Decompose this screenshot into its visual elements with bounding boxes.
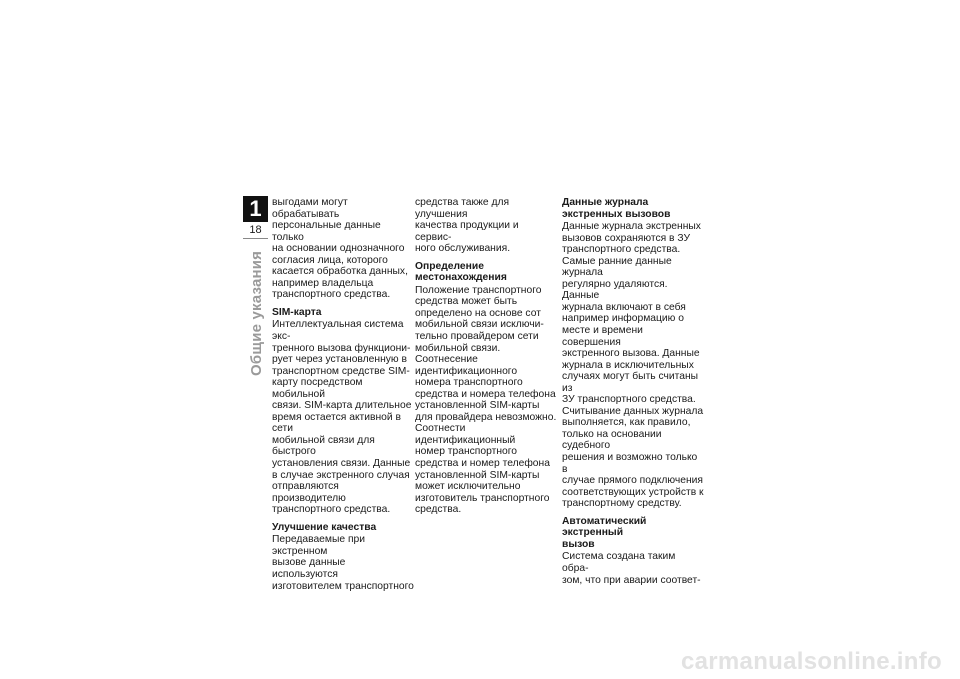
paragraph-processing: выгодами могут обрабатывать персональные данные только на основании однозначного согласия лица, которого касается обработка данных, например владельца транспортного средства. bbox=[272, 197, 408, 301]
paragraph-call-log: Данные журнала экстренных вызовов сохраняются в ЗУ транспортного средства. Самые ранние данные журнала регулярно удаляются. Данные журнала включают в себя например информацию о месте и времени совершения экстренного вызова. Данные журнала в исключительных случаях могут быть считаны из ЗУ транспортного средства. Считывание данных журнала выполняется, как правило, только на основании судебного решения и возможно только в случае прямого подключения соответствующих устройств к транспортному средству. bbox=[562, 221, 704, 510]
section-title-vertical: Общие указания bbox=[248, 250, 265, 376]
text-column-2 bbox=[415, 197, 557, 516]
text-column-3 bbox=[562, 197, 704, 586]
heading-quality: Улучшение качества bbox=[272, 521, 377, 533]
heading-call-log: Данные журнала экстренных вызовов bbox=[562, 197, 671, 220]
paragraph-auto-call: Система создана таким обра- зом, что при аварии соответ- bbox=[562, 551, 701, 586]
paragraph-quality: Передаваемые при экстренном вызове данные используются изготовителем транспортного bbox=[272, 534, 414, 592]
watermark-text: carmanualsonline.info bbox=[680, 648, 942, 675]
paragraph-location: Положение транспортного средства может быть определено на основе сот мобильной связи исключи- тельно провайдером сети мобильной связи. Соотнесение идентификационного номера транспортного средства и номера телефона установленной SIM-карты для провайдера невозможно. Соотнести идентификационный номер транспортного средства и номер телефона установленной SIM-карты может исключительно изготовитель транспортного средства. bbox=[415, 284, 557, 516]
heading-sim-card: SIM-карта bbox=[272, 306, 322, 318]
text-column-1 bbox=[272, 197, 414, 592]
paragraph-quality-cont: средства также для улучшения качества продукции и сервис- ного обслуживания. bbox=[415, 197, 519, 255]
page-number-divider bbox=[243, 238, 268, 239]
heading-auto-call: Автоматический экстренный вызов bbox=[562, 515, 647, 550]
page-number: 18 bbox=[249, 224, 262, 236]
heading-location: Определение местонахождения bbox=[415, 260, 507, 284]
chapter-number: 1 bbox=[243, 196, 268, 222]
paragraph-sim-card: Интеллектуальная система экс- тренного вызова функциони- рует через установленную в транспортном средстве SIM- карту посредством мобильной связи. SIM-карта длительное время остается активной в сети мобильной связи для быстрого установления связи. Данные в случае экстренного случая отправляются производителю транспортного средства. bbox=[272, 319, 412, 516]
